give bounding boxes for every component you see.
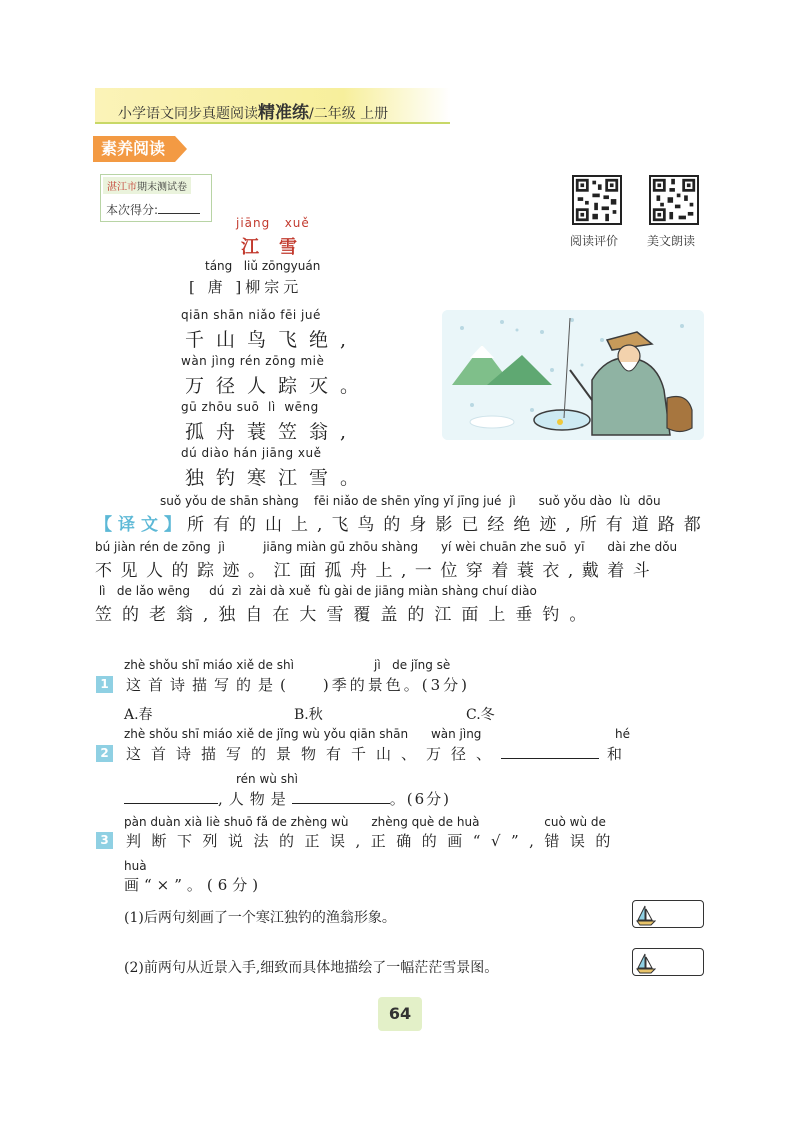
poem-author: [ 唐 ]柳宗元 <box>189 278 303 296</box>
source-region: 湛江市 <box>107 182 137 193</box>
poem-line-1-pinyin: qiān shān niǎo fēi jué <box>181 308 321 322</box>
q3-stem-line-1: 判断下列说法的正误,正确的画“√”,错误的 <box>126 832 621 850</box>
q1-option-a[interactable]: A.春 <box>124 707 153 723</box>
poem-title-pinyin: jiāng xuě <box>236 216 310 230</box>
q2-text-b: ,人物是 <box>218 790 292 808</box>
poem-line-3: 孤舟蓑笠翁, <box>185 421 359 443</box>
q1-answer-blank[interactable] <box>293 676 323 690</box>
qr-label-reading-evaluation: 阅读评价 <box>570 234 619 248</box>
q3-statement-1: (1)后两句刻画了一个寒江独钓的渔翁形象。 <box>124 910 396 926</box>
source-exam: 期末测试卷 <box>137 182 187 193</box>
score-field <box>106 201 200 218</box>
translation-row-1-pinyin: suǒ yǒu de shān shàng fēi niǎo de shēn yǐng yǐ jīng jué jì suǒ yǒu dào lù dōu <box>160 494 661 508</box>
poem-title: 江雪 <box>241 237 317 258</box>
q1-option-b[interactable]: B.秋 <box>294 707 323 723</box>
q3-number: 3 <box>96 832 113 849</box>
poem-author-pinyin: táng liǔ zōngyuán <box>205 259 321 273</box>
q2-number: 2 <box>96 745 113 762</box>
q1-option-c[interactable]: C.冬 <box>466 707 495 723</box>
q2-blank-1[interactable] <box>501 745 599 759</box>
q3-pinyin: pàn duàn xià liè shuō fǎ de zhèng wù zhèng què de huà cuò wù de <box>124 815 606 829</box>
translation-row-1-text: 所有的山上,飞鸟的身影已经绝迹,所有道路都 <box>187 515 710 535</box>
q1-pinyin: zhè shǒu shī miáo xiě de shì jì de jǐng sè <box>124 658 451 672</box>
page-number: 64 <box>378 997 422 1031</box>
translation-row-3: 笠的老翁,独自在大雪覆盖的江面上垂钓。 <box>95 605 597 625</box>
poem-line-3-pinyin: gū zhōu suō lì wēng <box>181 400 319 414</box>
q2-pinyin-he: hé <box>615 727 630 741</box>
sailboat-icon <box>636 904 656 926</box>
grade-label: /二年级 上册 <box>309 106 389 122</box>
q2-stem-line-1 <box>126 743 632 764</box>
sailboat-icon <box>636 952 656 974</box>
q2-blank-3[interactable] <box>292 790 390 804</box>
q2-stem-line-2 <box>124 788 451 809</box>
q2-text-a: 这首诗描写的景物有千山、万径、 <box>126 745 502 763</box>
series-title-plain: 小学语文同步真题阅读 <box>118 106 258 122</box>
section-tag: 素养阅读 <box>93 136 175 162</box>
series-title-strong: 精准练 <box>258 103 309 123</box>
q3-stem-line-2: 画“×”。(6分) <box>124 876 264 894</box>
translation-label: 【译文】 <box>95 515 187 535</box>
qr-code-reading-evaluation-icon[interactable] <box>572 175 622 225</box>
q1-stem <box>126 674 470 695</box>
q2-text-c: 。(6分) <box>389 790 452 808</box>
fisherman-illustration <box>442 310 704 440</box>
score-blank[interactable] <box>158 204 200 214</box>
translation-row-2: 不见人的踪迹。江面孤舟上,一位穿着蓑衣,戴着斗 <box>95 561 659 581</box>
translation-row-3-pinyin: lì de lǎo wēng dú zì zài dà xuě fù gài de jiāng miàn shàng chuí diào <box>95 584 537 598</box>
series-title <box>118 98 388 123</box>
translation-row-2-pinyin: bú jiàn rén de zōng jì jiāng miàn gū zhōu shàng yí wèi chuān zhe suō yī dài zhe dǒu <box>95 540 678 554</box>
poem-line-1: 千山鸟飞绝, <box>185 329 359 351</box>
qr-label-recitation: 美文朗读 <box>647 234 696 248</box>
q1-number: 1 <box>96 676 113 693</box>
q2-blank-2[interactable] <box>124 790 218 804</box>
qr-code-recitation-icon[interactable] <box>649 175 699 225</box>
q2-pinyin-2: rén wù shì <box>236 772 298 786</box>
q2-text-he: 和 <box>607 745 633 763</box>
translation-row-1 <box>95 510 710 535</box>
q1-text-a: 这首诗描写的是( <box>126 676 293 694</box>
q3-statement-2: (2)前两句从近景入手,细致而具体地描绘了一幅茫茫雪景图。 <box>124 960 499 976</box>
poem-line-2: 万径人踪灭。 <box>185 375 372 397</box>
q2-pinyin: zhè shǒu shī miáo xiě de jǐng wù yǒu qiān shān wàn jìng <box>124 727 482 741</box>
score-label: 本次得分: <box>106 203 159 217</box>
source-tag <box>103 177 191 194</box>
q1-text-b: )季的景色。(3分) <box>322 676 470 694</box>
q3-pinyin-2: huà <box>124 859 147 873</box>
poem-line-2-pinyin: wàn jìng rén zōng miè <box>181 354 325 368</box>
poem-line-4: 独钓寒江雪。 <box>185 467 372 489</box>
poem-line-4-pinyin: dú diào hán jiāng xuě <box>181 446 322 460</box>
